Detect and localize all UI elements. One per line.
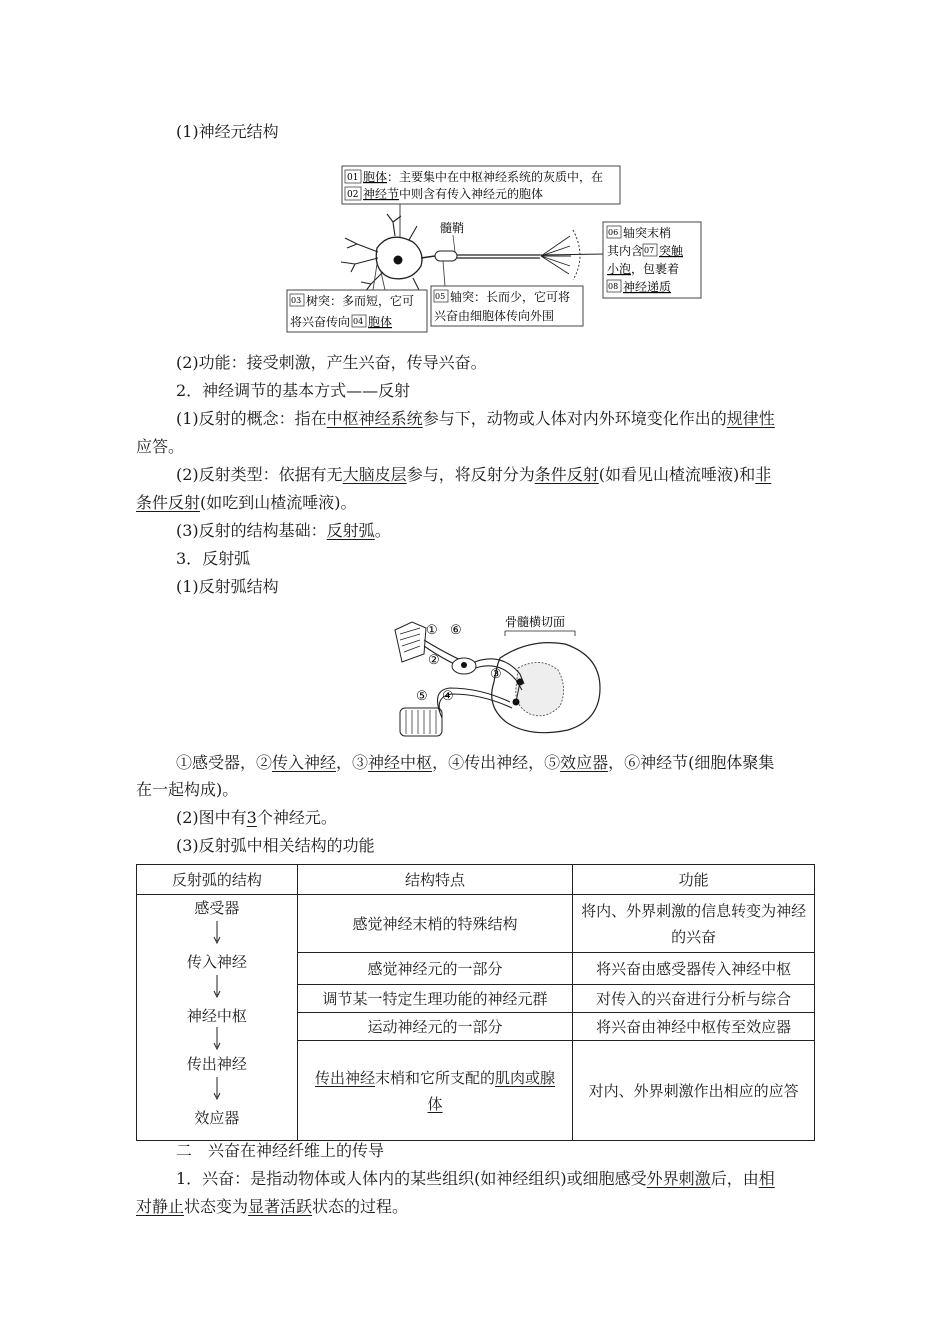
function-table-heading: (3)反射弧中相关结构的功能 <box>176 836 375 855</box>
dendrite-desc-2: 将兴奋传向 <box>290 315 351 329</box>
reflex-type: (2)反射类型：依据有无大脑皮层参与，将反射分为条件反射(如看见山楂流唾液)和非 <box>176 465 772 484</box>
r4-function: 将兴奋由神经中枢传至效应器 <box>573 1013 815 1041</box>
flow-center: 神经中枢 <box>186 1007 247 1025</box>
reflex-concept-cont: 应答。 <box>136 437 185 456</box>
part2-heading: 二 兴奋在神经纤维上的传导 <box>176 1141 385 1160</box>
wrap-text: ，包裹着 <box>631 262 680 276</box>
axon-desc-2: 兴奋由细胞体传向外围 <box>434 309 555 323</box>
label-01: 01 <box>347 173 359 183</box>
ganglion-label: 神经节 <box>363 187 400 201</box>
cell-body-label: 胞体 <box>363 170 388 184</box>
table-header-row <box>137 865 815 895</box>
reflex-arc-structure-heading: (1)反射弧结构 <box>176 577 279 596</box>
label-08: 08 <box>608 282 619 291</box>
r2-feature: 感觉神经元的一部分 <box>297 953 573 985</box>
r3-feature: 调节某一特定生理功能的神经元群 <box>297 985 573 1013</box>
r5-feature: 传出神经末梢和它所支配的肌肉或腺体 <box>297 1041 573 1141</box>
label-02: 02 <box>347 190 359 200</box>
synaptic-label: 突触 <box>659 244 684 258</box>
label-06: 06 <box>608 228 619 237</box>
header-feature: 结构特点 <box>297 865 573 895</box>
flow-effector: 效应器 <box>194 1109 240 1127</box>
marker-1: ① <box>426 623 438 638</box>
myelin-label: 髓鞘 <box>440 221 465 235</box>
marker-5: ⑤ <box>416 689 428 704</box>
flow-efferent: 传出神经 <box>186 1055 247 1073</box>
marker-3: ③ <box>490 667 502 682</box>
reflex-type-cont: 条件反射(如吃到山楂流唾液)。 <box>136 493 357 512</box>
neuron-structure-heading: (1)神经元结构 <box>176 122 279 141</box>
reflex-arc-diagram <box>390 610 612 740</box>
flow-receptor: 感受器 <box>194 899 240 917</box>
neuron-diagram <box>285 160 705 335</box>
marker-2: ② <box>428 653 440 668</box>
reflex-arc-function-table <box>136 864 815 1141</box>
marker-4: ④ <box>442 689 454 704</box>
marker-6: ⑥ <box>450 623 462 638</box>
ganglion-desc: 中则含有传入神经元的胞体 <box>399 187 544 201</box>
reflex-concept: (1)反射的概念：指在中枢神经系统参与下，动物或人体对内外环境变化作出的规律性 <box>176 409 775 428</box>
r1-function: 将内、外界刺激的信息转变为神经的兴奋 <box>573 895 815 953</box>
r4-feature: 运动神经元的一部分 <box>297 1013 573 1041</box>
neuron-function: (2)功能：接受刺激，产生兴奋，传导兴奋。 <box>176 353 487 372</box>
neurotransmitter-label: 神经递质 <box>623 280 672 294</box>
spinal-cord-title: 骨髓横切面 <box>505 615 566 629</box>
excitation-definition-cont: 对静止状态变为显著活跃状态的过程。 <box>136 1197 409 1216</box>
contains-text: 其内含 <box>607 244 644 258</box>
reflex-arc-heading: 3．反射弧 <box>176 549 251 568</box>
reflex-arc-parts: ①感受器，②传入神经，③神经中枢，④传出神经，⑤效应器，⑥神经节(细胞体聚集 <box>176 753 775 772</box>
reflex-arc-parts-cont: 在一起构成)。 <box>136 780 239 799</box>
table-row <box>137 895 815 953</box>
label-04: 04 <box>353 317 364 326</box>
header-structure: 反射弧的结构 <box>137 865 298 895</box>
r3-function: 对传入的兴奋进行分析与综合 <box>573 985 815 1013</box>
label-03: 03 <box>291 296 302 305</box>
neuron-count: (2)图中有3个神经元。 <box>176 808 337 827</box>
r5-function: 对内、外界刺激作出相应的应答 <box>573 1041 815 1141</box>
dendrite-desc: 树突：多而短，它可 <box>306 294 415 308</box>
axon-terminal-label: 轴突末梢 <box>623 226 672 240</box>
reflex-basis: (3)反射的结构基础：反射弧。 <box>176 521 391 540</box>
cell-body-desc: ：主要集中在中枢神经系统的灰质中，在 <box>387 170 604 184</box>
vesicle-label: 小泡 <box>607 262 632 276</box>
reflex-heading: 2．神经调节的基本方式——反射 <box>176 381 411 400</box>
axon-desc: 轴突：长而少，它可将 <box>450 290 571 304</box>
excitation-definition: 1．兴奋：是指动物体或人体内的某些组织(如神经组织)或细胞感受外界刺激后，由相 <box>176 1169 775 1188</box>
label-07: 07 <box>644 246 655 255</box>
header-function: 功能 <box>573 865 815 895</box>
r1-feature: 感觉神经末梢的特殊结构 <box>297 895 573 953</box>
cell-body-target: 胞体 <box>368 315 393 329</box>
reflex-arc-flow <box>137 895 298 1141</box>
label-05: 05 <box>435 292 446 301</box>
r2-function: 将兴奋由感受器传入神经中枢 <box>573 953 815 985</box>
flow-afferent: 传入神经 <box>186 953 247 971</box>
